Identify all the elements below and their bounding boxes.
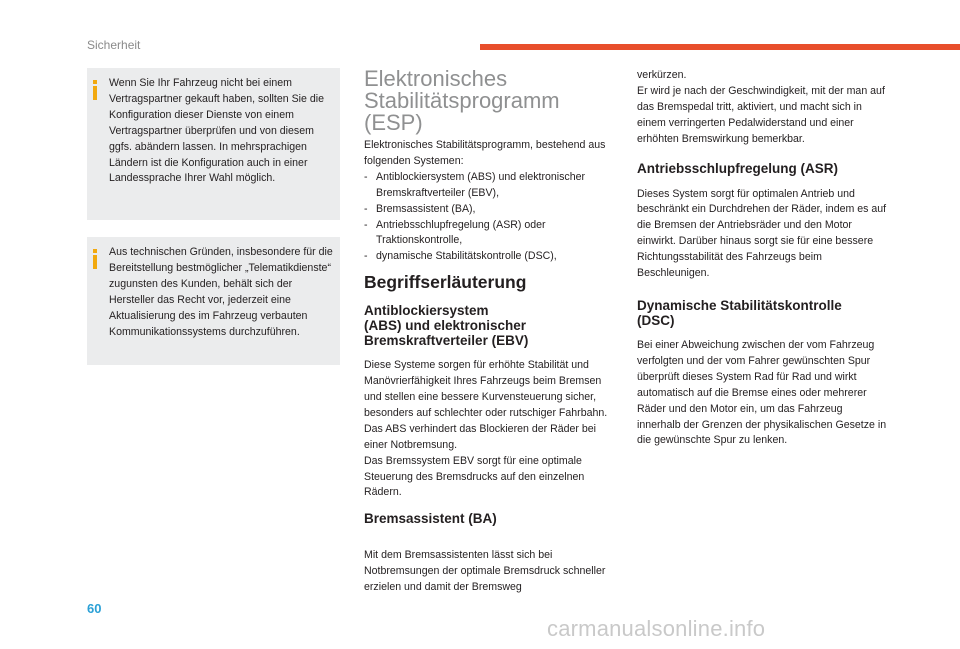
asr-text: Dieses System sorgt für optimalen Antrieb und beschränkt ein Durchdrehen der Räder, indem es auf die Bremsen der Antriebsräder und den Motor einwirkt. Darüber hinaus sorgt sie für eine bessere Richtungsstabilität des Fahrzeugs beim Beschleunigen. (637, 187, 887, 280)
esp-intro: Elektronisches Stabilitätsprogramm, bestehend aus folgenden Systemen: (364, 139, 606, 167)
watermark: carmanualsonline.info (547, 616, 766, 641)
dsc-text: Bei einer Abweichung zwischen der vom Fahrzeug verfolgten und der vom Fahrer gewünschten Spur überprüft dieses System Rad für Rad und wirkt automatisch auf die Bremse eines oder mehrerer Räder und den Motor ein, um das Fahrzeug innerhalb der Grenzen der physikalischen Gesetze in die gewünschte Spur zu lenken. (637, 338, 887, 447)
list-item: - Antiblockiersystem (ABS) und elektronischer Bremskraftverteiler (EBV), (364, 170, 614, 202)
info-box-text: Wenn Sie Ihr Fahrzeug nicht bei einem Vertragspartner gekauft haben, sollten Sie die Konfiguration dieser Dienste von einem Vertragspartner überprüfen und von diesem ggfs. abändern lassen. In mehrsprachigen Ländern ist die Konfiguration auch in einer Landessprache Ihrer Wahl möglich. (109, 77, 324, 185)
list-item: - Bremsassistent (BA), (364, 202, 614, 218)
abs-text-1: Diese Systeme sorgen für erhöhte Stabilität und Manövrierfähigkeit Ihres Fahrzeugs beim Bremsen und stellen eine bessere Kurvensteuerung sicher, besonders auf schlechter oder rutschiger Fahrbahn. (364, 359, 608, 419)
info-icon (93, 249, 98, 269)
esp-title: Elektronisches Stabilitätsprogramm (ESP) (364, 66, 560, 135)
info-box-update (87, 237, 340, 365)
ba-heading: Bremsassistent (BA) (364, 511, 497, 527)
abs-text-3: Das Bremssystem EBV sorgt für eine optimale Steuerung des Bremsdrucks auf den einzelnen Rädern. (364, 454, 585, 499)
section-accent-bar (480, 44, 960, 50)
abs-heading: Antiblockiersystem (ABS) und elektronischer Bremskraftverteiler (EBV) (364, 303, 529, 349)
column-right (637, 68, 887, 449)
esp-system-list (364, 170, 614, 265)
dsc-heading: Dynamische Stabilitätskontrolle (DSC) (637, 297, 842, 328)
info-icon (93, 80, 98, 100)
page-number: 60 (87, 601, 102, 616)
column-middle (364, 68, 614, 596)
list-item: - dynamische Stabilitätskontrolle (DSC), (364, 249, 614, 265)
ba-text-activation: Er wird je nach der Geschwindigkeit, mit der man auf das Bremspedal tritt, aktiviert, und macht sich in einem verringerten Pedalwiderstand und einer erhöhten Bremswirkung bemerkbar. (637, 84, 885, 145)
ba-text: Mit dem Bremsassistenten lässt sich bei Notbremsungen der optimale Bremsdruck schneller erzielen und damit der Bremsweg (364, 549, 606, 594)
list-item: - Antriebsschlupfregelung (ASR) oder Traktionskontrolle, (364, 218, 614, 250)
info-box-configuration (87, 68, 340, 220)
ba-text-continued: verkürzen. (637, 69, 687, 81)
section-label: Sicherheit (87, 38, 141, 52)
abs-text-2: Das ABS verhindert das Blockieren der Räder bei einer Notbremsung. (364, 422, 597, 451)
terms-heading: Begriffserläuterung (364, 272, 527, 293)
asr-heading: Antriebsschlupfregelung (ASR) (637, 160, 839, 176)
info-box-text: Aus technischen Gründen, insbesondere für die Bereitstellung bestmöglicher „Telematikdienste“ zugunsten des Kunden, behält sich der Hersteller das Recht vor, jederzeit eine Aktualisierung des im Fahrzeug verbauten Kommunikationssystems durchzuführen. (109, 246, 333, 338)
